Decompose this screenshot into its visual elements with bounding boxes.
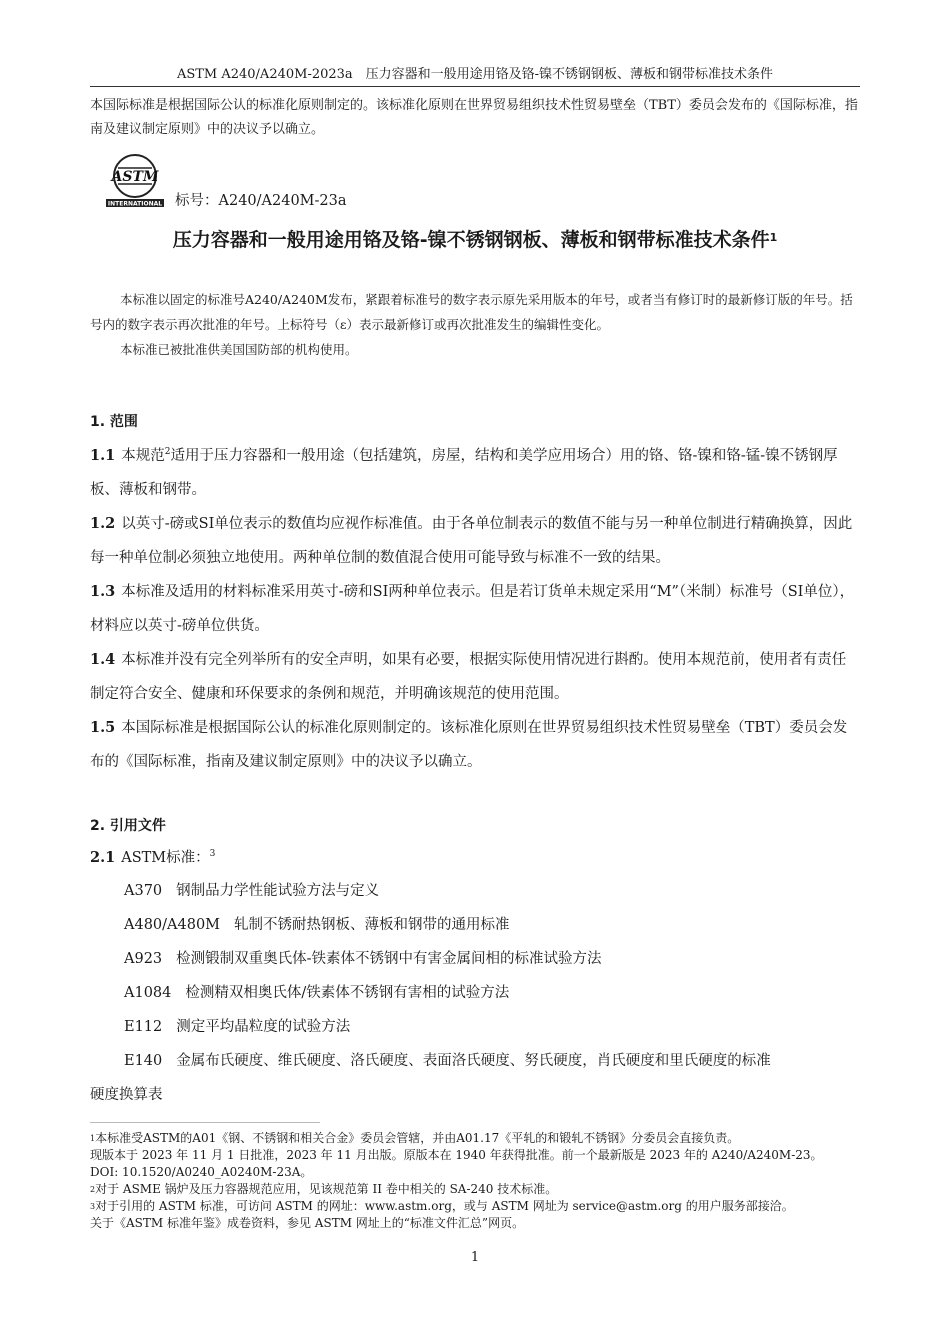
clause-number: 1.1 xyxy=(90,447,116,464)
running-header: ASTM A240/A240M-2023a 压力容器和一般用途用铬及铬-镍不锈钢钢板、薄板和钢带标准技术条件 xyxy=(90,66,860,87)
logo-text-bottom: INTERNATIONAL xyxy=(107,200,163,208)
list-item xyxy=(90,874,860,908)
ref-code: A923 xyxy=(124,951,163,967)
ref-code: E140 xyxy=(124,1053,163,1069)
ref-title: 钢制品力学性能试验方法与定义 xyxy=(176,883,380,899)
title-footnote-ref: 1 xyxy=(769,231,778,244)
reference-list xyxy=(90,874,860,1112)
footnote xyxy=(90,1130,870,1147)
footnote-ref: 3 xyxy=(209,849,216,859)
footnote-marker: 3 xyxy=(90,1202,96,1211)
ref-title: 测定平均晶粒度的试验方法 xyxy=(176,1019,351,1035)
clause-text: 本规范 xyxy=(121,448,165,464)
ref-title: 检测精双相奥氏体/铁素体不锈钢有害相的试验方法 xyxy=(185,985,510,1001)
clause xyxy=(90,439,860,507)
ref-title: 检测锻制双重奥氏体-铁素体不锈钢中有害金属间相的标准试验方法 xyxy=(176,951,602,967)
designation: 标号：A240/A240M-23a xyxy=(175,193,347,209)
ref-title: 轧制不锈耐热钢板、薄板和钢带的通用标准 xyxy=(234,917,510,933)
ref-code: E112 xyxy=(124,1019,163,1035)
list-item xyxy=(90,1010,860,1044)
footnotes xyxy=(90,1130,870,1232)
clause-text: 本国际标准是根据国际公认的标准化原则制定的。该标准化原则在世界贸易组织技术性贸易壁垒（TBT）委员会发布的《国际标准，指南及建议制定原则》中的决议予以确立。 xyxy=(90,720,848,770)
ref-code: A480/A480M xyxy=(124,917,221,933)
page-number: 1 xyxy=(470,1250,480,1265)
clause-text: 本标准及适用的材料标准采用英寸-磅和SI两种单位表示。但是若订货单未规定采用“M”（米制）标准号（SI单位），材料应以英寸-磅单位供货。 xyxy=(90,584,855,634)
section-2-heading: 2. 引用文件 xyxy=(90,818,166,834)
note-paragraph: 本标准以固定的标准号A240/A240M发布，紧跟着标准号的数字表示原先采用版本的年号，或者当有修订时的最新修订版的年号。括号内的数字表示再次批准的年号。上标符号（ε）表示最新修订或再次批准发生的编辑性变化。 xyxy=(90,292,853,332)
ref-code: A370 xyxy=(124,883,163,899)
footnote xyxy=(90,1147,870,1164)
note-paragraph: 本标准已被批准供美国国防部的机构使用。 xyxy=(120,342,358,357)
footnote-text: 现版本于 2023 年 11 月 1 日批准，2023 年 11 月出版。原版本在 1940 年获得批准。前一个最新版是 2023 年的 A240/A240M-23。 xyxy=(90,1148,823,1162)
footnote-divider xyxy=(90,1122,320,1123)
footnote-text: 本标准受ASTM的A01《钢、不锈钢和相关合金》委员会管辖，并由A01.17《平轧的和锻轧不锈钢》分委员会直接负责。 xyxy=(95,1131,740,1145)
clause-text: ASTM标准： xyxy=(121,850,210,866)
astm-logo xyxy=(104,152,166,208)
footnote-marker: 1 xyxy=(90,1134,96,1143)
footnote xyxy=(90,1215,870,1232)
ref-title: 金属布氏硬度、维氏硬度、洛氏硬度、表面洛氏硬度、努氏硬度，肖氏硬度和里氏硬度的标准 xyxy=(176,1053,771,1069)
list-item xyxy=(90,1044,860,1078)
clause-number: 1.2 xyxy=(90,515,116,532)
footnote-text: DOI: 10.1520/A0240_A0240M-23A。 xyxy=(90,1165,313,1179)
clause-number: 2.1 xyxy=(90,849,116,866)
clause xyxy=(90,711,860,779)
footnote xyxy=(90,1181,870,1198)
clause xyxy=(90,643,860,711)
section-2-sub xyxy=(90,841,860,875)
clause-number: 1.5 xyxy=(90,719,116,736)
document-title xyxy=(90,226,860,254)
standard-notes xyxy=(90,287,860,362)
footnote-text: 对于引用的 ASTM 标准，可访问 ASTM 的网址：www.astm.org，或与 ASTM 网址为 service@astm.org 的用户服务部接洽。 xyxy=(95,1199,794,1213)
ref-title-continued: 硬度换算表 xyxy=(90,1087,163,1103)
clause-text: 本标准并没有完全列举所有的安全声明，如果有必要，根据实际使用情况进行斟酌。使用本规范前，使用者有责任制定符合安全、健康和环保要求的条例和规范，并明确该规范的使用范围。 xyxy=(90,652,847,702)
footnote xyxy=(90,1164,870,1181)
intro-paragraph: 本国际标准是根据国际公认的标准化原则制定的。该标准化原则在世界贸易组织技术性贸易壁垒（TBT）委员会发布的《国际标准，指南及建议制定原则》中的决议予以确立。 xyxy=(90,98,858,137)
list-item xyxy=(90,942,860,976)
footnote-ref: 2 xyxy=(164,447,171,457)
clause xyxy=(90,841,860,875)
clause xyxy=(90,507,860,575)
clause-text-cont: 适用于压力容器和一般用途（包括建筑，房屋，结构和美学应用场合）用的铬、铬-镍和铬-锰-镍不锈钢厚板、薄板和钢带。 xyxy=(90,448,838,498)
clause xyxy=(90,575,860,643)
clause-number: 1.4 xyxy=(90,651,116,668)
footnote xyxy=(90,1198,870,1215)
ref-code: A1084 xyxy=(124,985,172,1001)
clause-text: 以英寸-磅或SI单位表示的数值均应视作标准值。由于各单位制表示的数值不能与另一种单位制进行精确换算，因此每一种单位制必须独立地使用。两种单位制的数值混合使用可能导致与标准不一致的结果。 xyxy=(90,516,853,566)
logo-text-top: ASTM xyxy=(111,169,159,185)
footnote-marker: 2 xyxy=(90,1185,96,1194)
section-1-body xyxy=(90,439,860,779)
clause-number: 1.3 xyxy=(90,583,116,600)
section-1-heading: 1. 范围 xyxy=(90,414,138,430)
title-text: 压力容器和一般用途用铬及铬-镍不锈钢钢板、薄板和钢带标准技术条件 xyxy=(172,229,770,251)
footnote-text: 对于 ASME 锅炉及压力容器规范应用，见该规范第 II 卷中相关的 SA-240 技术标准。 xyxy=(95,1182,558,1196)
footnote-text: 关于《ASTM 标准年鉴》成卷资料，参见 ASTM 网址上的“标准文件汇总”网页。 xyxy=(90,1216,525,1230)
list-item xyxy=(90,976,860,1010)
list-item xyxy=(90,908,860,942)
